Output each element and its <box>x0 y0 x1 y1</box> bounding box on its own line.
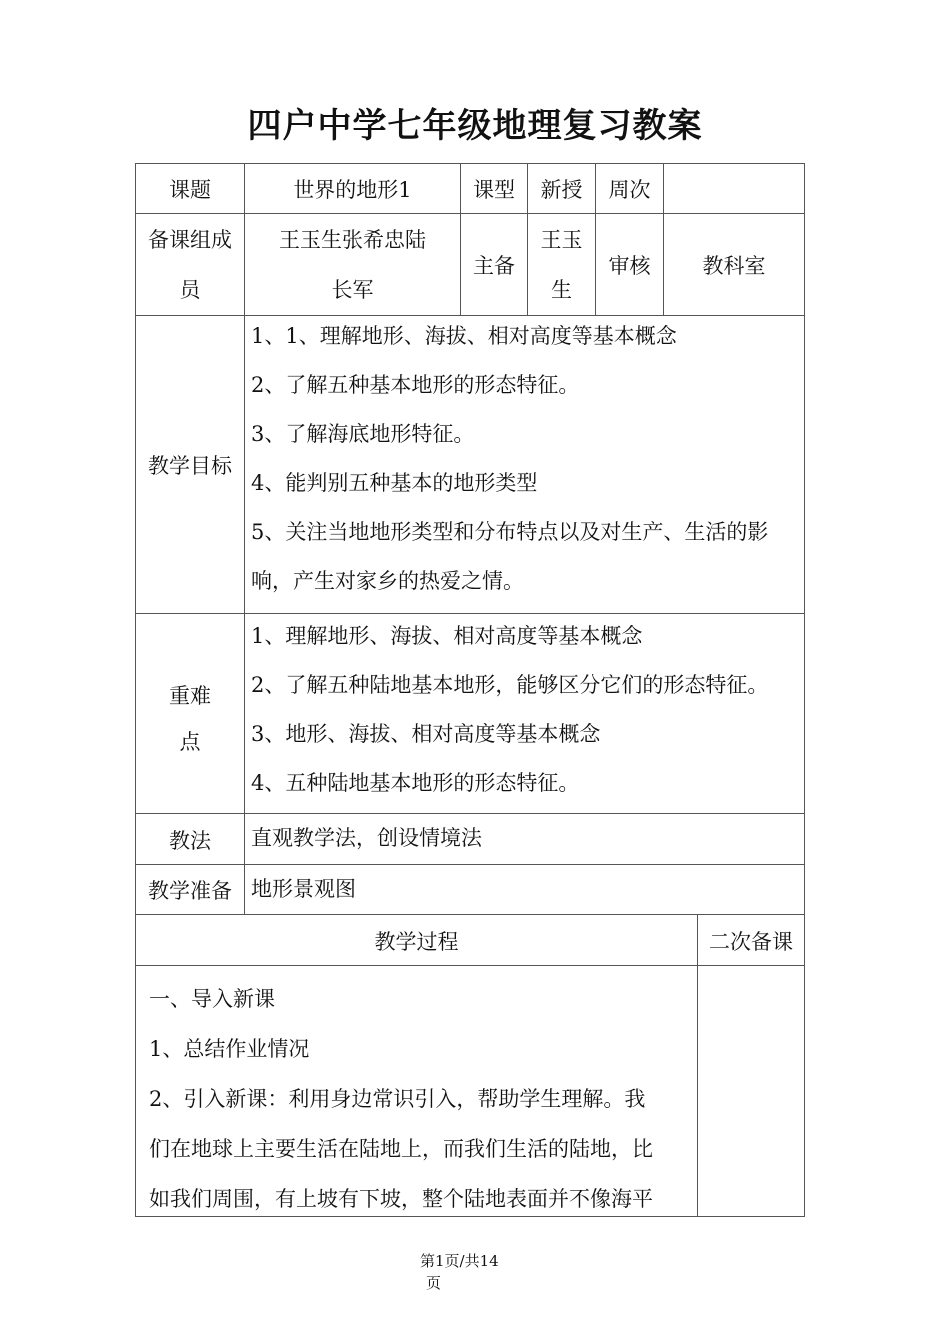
label-topic: 课题 <box>169 177 211 202</box>
key-point-item: 3、地形、海拔、相对高度等基本概念 <box>251 722 601 746</box>
process-line: 2、引入新课：利用身边常识引入，帮助学生理解。我 <box>149 1087 646 1111</box>
process-line: 们在地球上主要生活在陆地上，而我们生活的陆地，比 <box>149 1137 653 1161</box>
label-second-prep: 二次备课 <box>709 929 793 954</box>
label-members-line2: 员 <box>179 278 201 302</box>
label-key-points <box>135 614 245 814</box>
key-point-item: 1、理解地形、海拔、相对高度等基本概念 <box>251 624 643 648</box>
review-value: 教科室 <box>702 254 766 278</box>
lead-line2: 生 <box>551 278 572 302</box>
label-process: 教学过程 <box>374 929 459 954</box>
objective-item: 1、1、理解地形、海拔、相对高度等基本概念 <box>251 324 677 348</box>
prep-value: 地形景观图 <box>251 877 356 901</box>
label-prep: 教学准备 <box>148 879 232 903</box>
key-points-list <box>251 612 803 808</box>
members-line1: 王玉生张希忠陆 <box>279 228 426 252</box>
objective-item: 4、能判别五种基本的地形类型 <box>251 471 538 495</box>
objectives-list <box>251 312 803 606</box>
label-week: 周次 <box>608 177 651 202</box>
process-line: 一、导入新课 <box>149 987 275 1011</box>
label-type: 课型 <box>473 177 515 202</box>
members-value <box>244 214 461 316</box>
page-number-line1: 第1页/共14 <box>420 1252 499 1270</box>
key-point-item: 4、五种陆地基本地形的形态特征。 <box>251 771 580 795</box>
objective-item: 3、了解海底地形特征。 <box>251 422 475 446</box>
lead-value <box>527 214 596 316</box>
key-point-item: 2、了解五种陆地基本地形，能够区分它们的形态特征。 <box>251 673 769 697</box>
page-footer <box>420 1250 530 1294</box>
label-method: 教法 <box>169 828 211 853</box>
page-number-line2: 页 <box>426 1274 442 1292</box>
page-title: 四户中学七年级地理复习教案 <box>247 106 703 146</box>
method-value: 直观教学法，创设情境法 <box>251 826 482 850</box>
type-value: 新授 <box>540 177 583 202</box>
process-line: 如我们周围，有上坡有下坡，整个陆地表面并不像海平 <box>149 1187 653 1211</box>
label-review: 审核 <box>608 254 651 278</box>
label-lead: 主备 <box>473 254 515 278</box>
objective-item: 2、了解五种基本地形的形态特征。 <box>251 373 580 397</box>
label-key-points-line2: 点 <box>179 730 201 754</box>
members-line2: 长军 <box>331 278 374 302</box>
label-members <box>135 214 245 316</box>
process-line: 1、总结作业情况 <box>149 1037 310 1061</box>
objective-item: 响，产生对家乡的热爱之情。 <box>251 569 524 593</box>
lead-line1: 王玉 <box>540 228 583 252</box>
label-key-points-line1: 重难 <box>169 684 211 708</box>
label-members-line1: 备课组成 <box>148 228 232 252</box>
process-text <box>149 974 694 1224</box>
objective-item: 5、关注当地地形类型和分布特点以及对生产、生活的影 <box>251 520 769 544</box>
label-objectives: 教学目标 <box>148 454 232 478</box>
topic-value: 世界的地形1 <box>293 177 412 202</box>
week-value <box>663 163 805 214</box>
